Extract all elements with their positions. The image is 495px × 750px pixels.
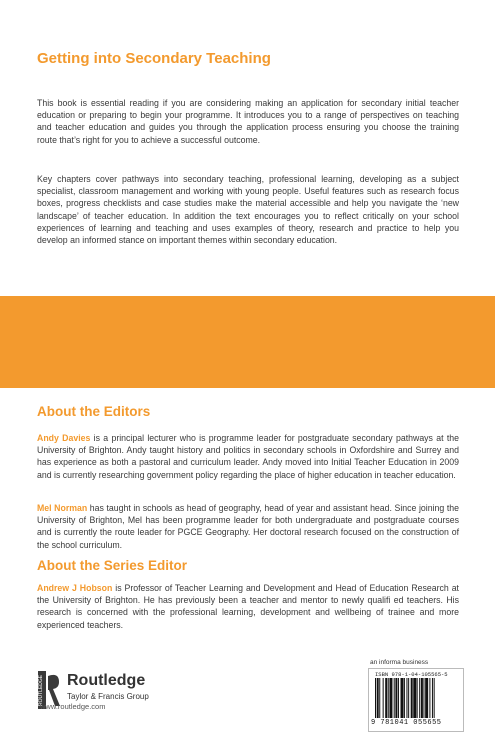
orange-band [0,296,495,388]
editor-bio-2 [37,502,459,551]
editor-name: Andy Davies [37,433,91,443]
informa-tagline: an informa business [370,659,429,666]
editor-name: Mel Norman [37,503,88,513]
editor-bio-text: is a principal lecturer who is programme leader for postgraduate secondary pathways at the University of Brighton. Andy taught history and politics in secondary schools in Oxfordshire and Surrey and has experience as both a pastoral and curriculum leader. Andy moved into Initial Teacher Education in 2009 and is currently researching government policy regarding the place of higher education in teacher education. [37,433,459,480]
barcode-bars-icon [375,678,457,720]
barcode-number: 9 781041 055655 [371,719,442,727]
series-editor-name: Andrew J Hobson [37,583,113,593]
publisher-name: Routledge [67,672,146,689]
publisher-group: Taylor & Francis Group [67,692,149,701]
intro-paragraph-2: Key chapters cover pathways into secondary teaching, professional learning, developing as a subject specialist, classroom management and working with young people. Useful features such as research focus boxes, progress checklists and case studies make the material accessible and help you navigate the ‘new landscape’ of teacher education. In addition the text encourages you to reflect critically on your school experiences of learning and teaching and uses examples of theory, research and practice to help you develop an informed stance on important themes within secondary education. [37,174,459,246]
book-title: Getting into Secondary Teaching [37,50,271,67]
isbn-label: ISBN 978-1-04-105565-5 [375,671,448,678]
routledge-logo [37,670,187,730]
series-editor-bio-text: is Professor of Teacher Learning and Development and Head of Education Research at the University of Brighton. He has previously been a teacher and mentor to newly qualifi ed teachers. His research is concerned with the professional learning, development and wellbeing of trainee and more experienced teachers. [37,583,459,630]
about-editors-heading: About the Editors [37,404,151,419]
editor-bio-text: has taught in schools as head of geography, head of year and assistant head. Since joining the University of Brighton, Mel has been programme leader for both undergraduate and postgraduate courses and is currently the route leader for PGCE Geography. Her doctoral research focused on the construction of the school curriculum. [37,503,459,550]
intro-paragraph-1: This book is essential reading if you are considering making an application for secondary initial teacher education or preparing to begin your programme. It introduces you to a range of perspectives on teaching and teacher education and guides you through the application process ensuring you choose the training route that’s right for you to achieve a successful outcome. [37,98,459,145]
publisher-url: www.routledge.com [40,702,106,711]
editor-bio-1 [37,432,459,481]
about-series-editor-heading: About the Series Editor [37,558,188,573]
isbn-barcode [368,668,464,732]
series-editor-bio [37,582,459,631]
svg-text:ROUTLEDGE: ROUTLEDGE [38,674,44,706]
